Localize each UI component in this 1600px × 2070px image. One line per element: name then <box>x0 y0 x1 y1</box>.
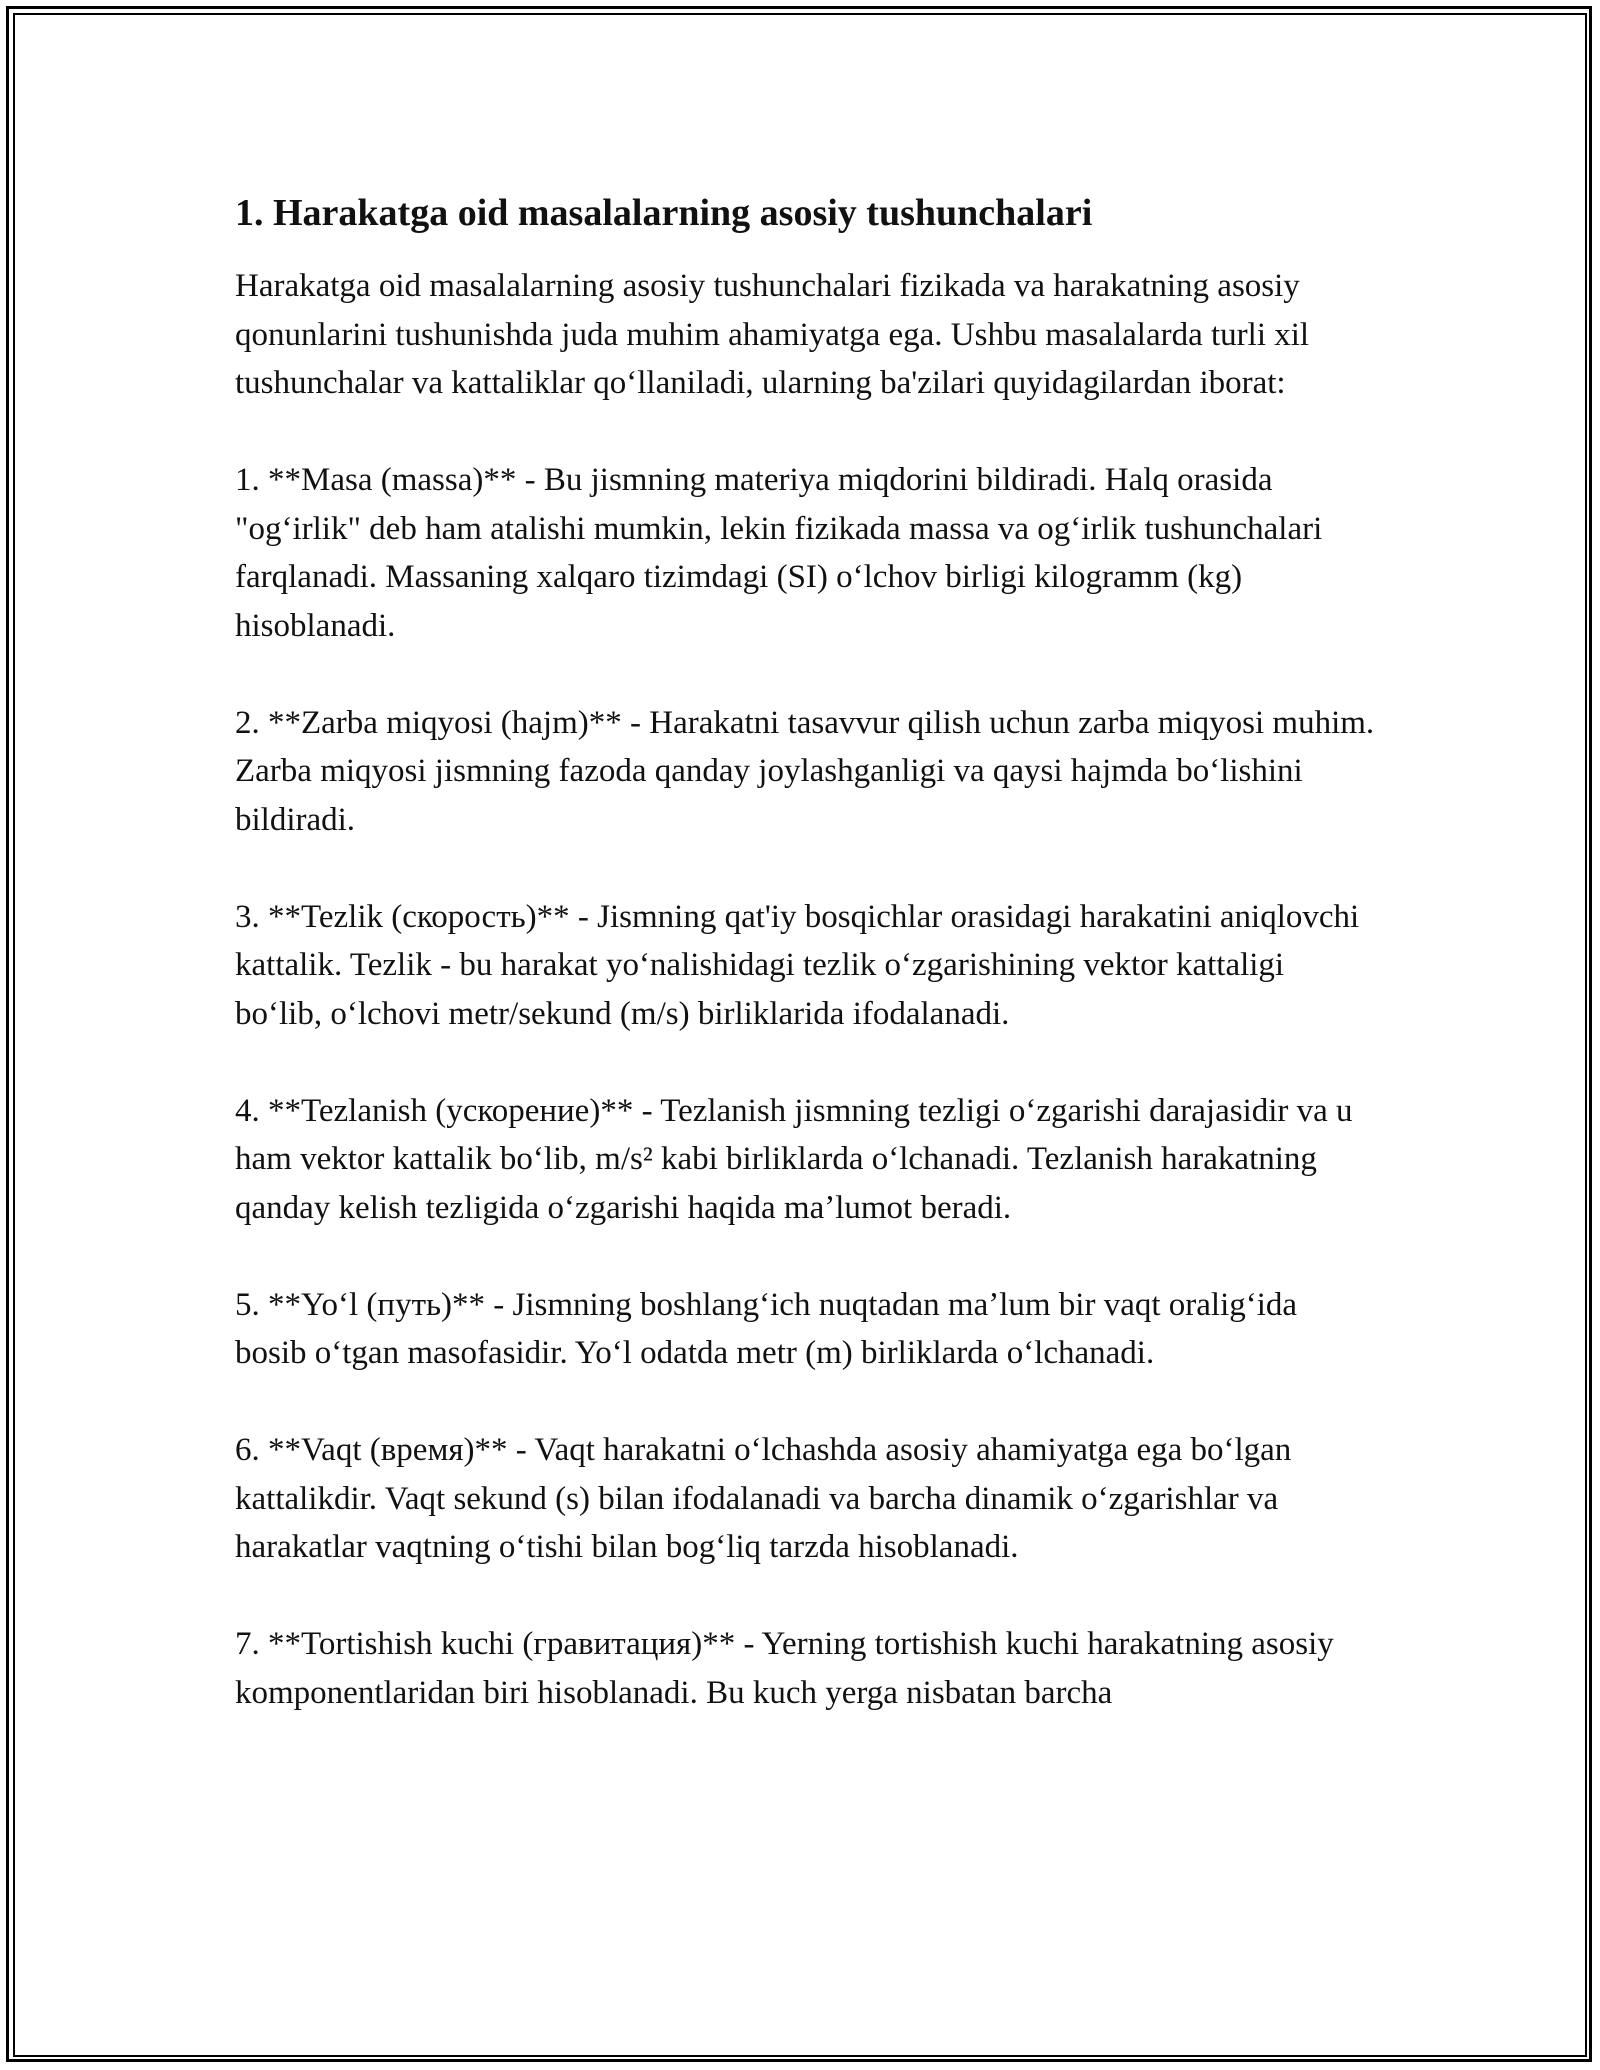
intro-paragraph: Harakatga oid masalalarning asosiy tushunchalari fizikada va harakatning asosiy qonunlarini tushunishda juda muhim ahamiyatga ega. Ushbu masalalarda turli xil tushunchalar va kattaliklar qoʻllaniladi, ularning ba'zilari quyidagilardan iborat: <box>235 268 1310 401</box>
list-item-zarba-miqyosi: 2. **Zarba miqyosi (hajm)** - Harakatni tasavvur qilish uchun zarba miqyosi muhim. Zarba miqyosi jismning fazoda qanday joylashganligi va qaysi hajmda boʻlishini bildiradi. <box>235 704 1375 838</box>
list-item-yol: 5. **Yoʻl (путь)** - Jismning boshlangʻich nuqtadan maʼlum bir vaqt oraligʻida bosib oʻtgan masofasidir. Yoʻl odatda metr (m) birliklarda oʻlchanadi. <box>235 1286 1298 1371</box>
list-item-tortishish-kuchi: 7. **Tortishish kuchi (гравитация)** - Yerning tortishish kuchi harakatning asosiy komponentlaridan biri hisoblanadi. Bu kuch yerga nisbatan barcha <box>235 1626 1334 1711</box>
section-heading: 1. Harakatga oid masalalarning asosiy tushunchalari <box>235 192 1093 234</box>
list-item-tezlanish: 4. **Tezlanish (ускорение)** - Tezlanish jismning tezligi oʻzgarishi darajasidir va u ham vektor kattalik boʻlib, m/s² kabi birliklarda oʻlchanadi. Tezlanish harakatning qanday kelish tezligida oʻzgarishi haqida maʼlumot beradi. <box>235 1092 1353 1226</box>
list-item-tezlik: 3. **Tezlik (скорость)** - Jismning qat'iy bosqichlar orasidagi harakatini aniqlovchi kattalik. Tezlik - bu harakat yoʻnalishidagi tezlik oʻzgarishining vektor kattaligi boʻlib, oʻlchovi metr/sekund (m/s) birliklarida ifodalanadi. <box>235 898 1360 1032</box>
list-item-massa: 1. **Masa (massa)** - Bu jismning materiya miqdorini bildiradi. Halq orasida "ogʻirlik" deb ham atalishi mumkin, lekin fizikada massa va ogʻirlik tushunchalari farqlanadi. Massaning xalqaro tizimdagi (SI) oʻlchov birligi kilogramm (kg) hisoblanadi. <box>235 462 1323 644</box>
list-item-vaqt: 6. **Vaqt (время)** - Vaqt harakatni oʻlchashda asosiy ahamiyatga ega boʻlgan kattalikdir. Vaqt sekund (s) bilan ifodalanadi va barcha dinamik oʻzgarishlar va harakatlar vaqtning oʻtishi bilan bogʻliq tarzda hisoblanadi. <box>235 1432 1292 1565</box>
document-body <box>235 188 1375 1766</box>
